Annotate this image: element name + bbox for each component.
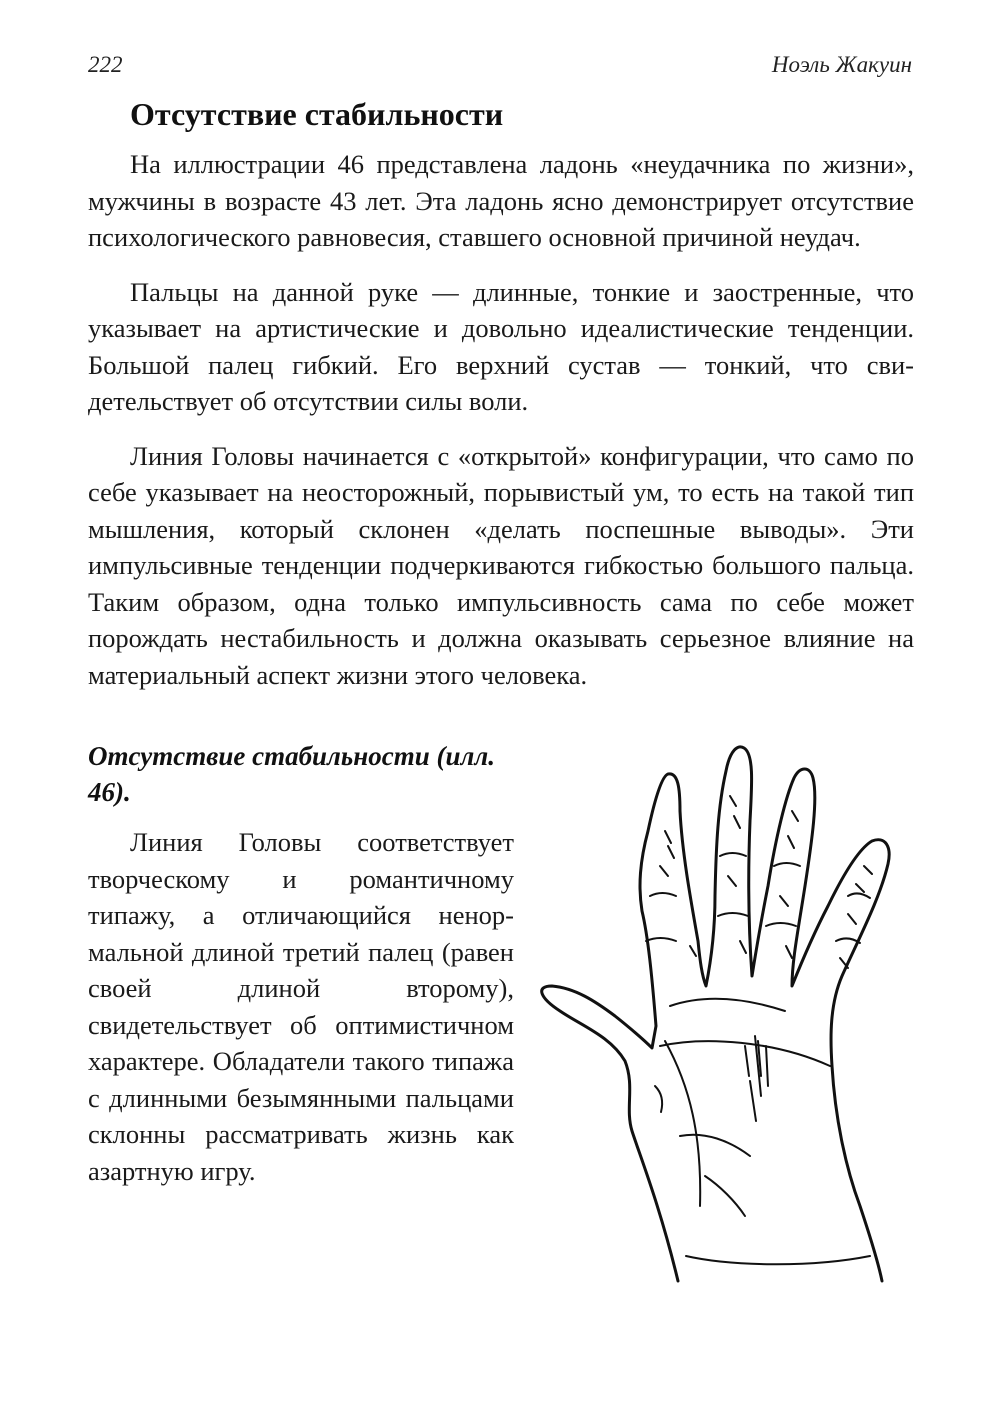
paragraph: Пальцы на данной руке — длинные, тонкие и заостренные, что указывает на артистические и довольно идеалистические тенденции. Большой палец гибкий. Его верхний сустав — тонкий, что свидетельствует об отсутствии силы воли. <box>88 276 914 416</box>
paragraph: Линия Головы начинается с «открытой» конфигурации, что само по себе указывает на неосторожный, порывистый ум, то есть на такой тип мышления, который склонен «делать поспешные выводы». Эти импульсивные тенденции подчеркиваются гибкостью большого пальца. Таким образом, одна только импульсивность сама по себе может порождать нестабильность и должна оказывать серьезное влияние на материальный аспект жизни этого человека. <box>88 440 914 690</box>
page-number: 222 <box>88 52 123 77</box>
section-title: Отсутствие стабильности <box>130 96 504 132</box>
paragraph: На иллюстрации 46 представлена ладонь «неудачника по жизни», мужчины в возрасте 43 лет. Эта ладонь ясно демонстрирует отсутствие психологического равновесия, ставшего основной причиной неудач. <box>88 149 914 252</box>
main-text <box>88 146 914 711</box>
hand-drawing <box>530 736 920 1296</box>
figure-caption: Отсутствие стабильности (илл. 46). <box>88 741 495 807</box>
hand-outline <box>542 747 889 1281</box>
running-head <box>88 52 912 82</box>
palm-illustration <box>530 736 920 1296</box>
figure-description <box>88 824 514 1189</box>
paragraph: Линия Головы соответствует творческому и романтичному типажу, а отличающийся ненормальной длиной третий палец (равен своей длиной второму), свидетельствует об оптимистичном характере. Обладатели такого типажа с длинными безымянными пальцами склонны рассматривать жизнь как азартную игру. <box>88 827 514 1186</box>
author-name: Ноэль Жакуин <box>771 52 912 77</box>
